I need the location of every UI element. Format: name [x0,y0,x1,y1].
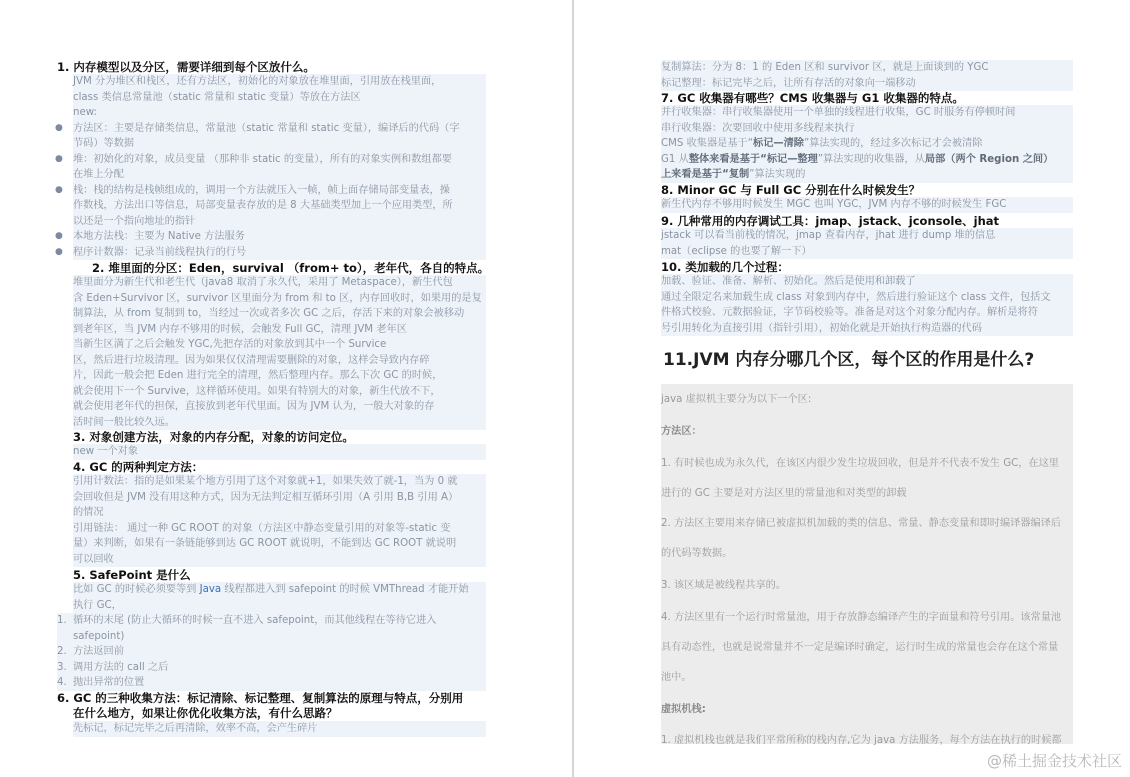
text-line: 具有动态性，也就是说常量并不一定是编译时确定，运行时生成的常量也会存在这个常量 [661,642,1059,653]
list-item: 1. 循环的末尾 (防止大循环的时候一直不进入 safepoint，而其他线程在等待它进入 [57,615,437,626]
text-line: mat（eclipse 的也要了解一下） [661,245,812,257]
q2-body [73,275,486,430]
text-line: 的情况 [73,507,104,518]
text-line: 件格式校验、元数据验证，字节码校验等。准备是对这个对象分配内存。解析是将符 [661,307,1038,318]
text-line: 的代码等数据。 [661,548,733,559]
text-line: 通过全限定名来加载生成 class 对象到内存中，然后进行验证这个 class 文件，包括文 [661,291,1051,303]
text-line: 就会使用老年代的担保，直接放到老年代里面。因为 JVM 认为，一般大对象的存 [73,401,435,412]
text-line: CMS 收集器是基于“标记—清除”算法实现的，经过多次标记才会被清除 [661,138,983,149]
text-line: 4. 方法区里有一个运行时常量池，用于存放静态编译产生的字面量和符号引用。该常量池 [661,612,1062,623]
text-line: jstack 可以看当前栈的情况，jmap 查看内存，jhat 进行 dump 堆的信息 [661,230,996,241]
list-item: ● 本地方法栈：主要为 Native 方法服务 [73,229,486,245]
text-line: 量）来判断，如果有一条链能够到达 GC ROOT 就说明，不能到达 GC ROOT 就说明 [73,538,457,549]
text-line: 区，然后进行垃圾清理。因为如果仅仅清理需要删除的对象，这样会导致内存碎 [73,354,430,366]
q6-heading: 6. GC 的三种收集方法：标记清除、标记整理、复制算法的原理与特点，分别用 [57,691,464,705]
text-line: 上来看是基于“复制”算法实现的 [661,169,806,180]
text-line: 制算法，从 from 复制到 to，当经过一次或者多次 GC 之后，存活下来的对象会被移动 [73,308,465,319]
q5-numbered-list [57,613,486,691]
text-line: 执行 GC， [73,599,122,611]
text-line: 到老年区，当 JVM 内存不够用的时候，会触发 Full GC，清理 JVM 老年区 [73,323,407,335]
q8-body [661,197,1073,213]
watermark: @稀土掘金技术社区 [986,752,1122,770]
q1-heading: 1. 内存模型以及分区，需要详细到每个区放什么。 [57,60,315,74]
text-line: 活时间一般比较久远。 [73,416,175,428]
text-line: 引用计数法：指的是如果某个地方引用了这个对象就+1，如果失效了就-1，当为 0 就 [73,476,458,487]
text-line: new: [73,107,97,118]
bullet-icon: ● [55,246,63,257]
q3-heading: 3. 对象创建方法，对象的内存分配，对象的访问定位。 [73,430,354,444]
list-item: ● 栈：栈的结构是栈帧组成的，调用一个方法就压入一帧，帧上面存储局部变量表，操 作数栈，方法出口等信息，局部变量表存放的是 8 大基础类型加上一个应用类型，所 以还是一个指向地址的指针 [55,184,453,227]
q9-body [661,228,1073,259]
text-line: new 一个对象 [73,446,139,457]
text-line: 就会使用下一个 Survive，这样循环使用。如果有特别大的对象，新生代放不下， [73,385,441,397]
bullet-icon: ● [55,153,63,164]
q6-body-cont [661,60,1073,91]
list-item: ● 方法区：主要是存储类信息，常量池（static 常量和 static 变量），编译后的代码（字 节码）等数据 [55,122,460,149]
text-line: 含 Eden+Survivor 区，survivor 区里面分为 from 和 to 区，内存回收时，如果用的是复 [73,292,482,304]
text-line: 并行收集器：串行收集器使用一个单独的线程进行收集，GC 时服务有停顿时间 [661,107,1016,118]
list-item: ● 堆：初始化的对象，成员变量 （那种非 static 的变量），所有的对象实例和数组都要 在堆上分配 [55,153,452,180]
text-line: class 类信息常量池（static 常量和 static 变量）等放在方法区 [73,91,361,103]
q4-body [73,474,486,567]
list-item: ● 程序计数器：记录当前线程执行的行号 [73,245,486,261]
q3-body [73,444,486,460]
page-divider [572,0,574,777]
q8-heading: 8. Minor GC 与 Full GC 分别在什么时候发生？ [661,183,921,197]
java-link[interactable]: Java [199,584,222,595]
q11-title: 11.JVM 内存分哪几个区，每个区的作用是什么? [663,350,1035,370]
q7-body [661,105,1073,183]
text-line: 1. 虚拟机栈也就是我们平常所称的栈内存,它为 java 方法服务，每个方法在执行的时候都 [661,735,1062,746]
text-line: 可以回收 [73,553,114,565]
text-line: 先标记，标记完毕之后再清除，效率不高，会产生碎片 [73,723,318,734]
text-line: 标记整理：标记完毕之后，让所有存活的对象向一端移动 [661,77,916,89]
text-line: 当新生区满了之后会触发 YGC,先把存活的对象放到其中一个 Survice [73,339,387,350]
text-line: 方法区： [661,426,702,437]
text-line: java 虚拟机主要分为以下一个区: [661,394,812,405]
list-item: safepoint) [73,630,125,642]
q4-heading: 4. GC 的两种判定方法： [73,460,204,474]
text-line: 进行的 GC 主要是对方法区里的常量池和对类型的卸载 [661,488,907,499]
q10-body [661,274,1073,336]
text-line: 加载、验证、准备、解析、初始化。然后是使用和卸载了 [661,276,916,287]
text-line: 新生代内存不够用时候发生 MGC 也叫 YGC，JVM 内存不够的时候发生 FGC [661,199,1007,210]
text-line: 引用链法： 通过一种 GC ROOT 的对象（方法区中静态变量引用的对象等-static 变 [73,522,451,534]
q5-body [73,582,486,613]
q6-heading-cont: 在什么地方，如果让你优化收集方法，有什么思路？ [73,706,338,720]
q7-heading: 7. GC 收集器有哪些？CMS 收集器与 G1 收集器的特点。 [661,91,964,105]
list-item: 2. 方法返回前 [57,646,124,657]
text-line: 池中。 [661,672,692,683]
bullet-icon: ● [55,231,63,241]
q2-heading: 2. 堆里面的分区：Eden，survival （from+ to），老年代，各自的特点。 [92,261,490,275]
text-line: 号引用转化为直接引用（指针引用），初始化就是开始执行构造器的代码 [661,322,982,334]
text-line: 1. 有时候也成为永久代，在该区内很少发生垃圾回收，但是并不代表不发生 GC，在这里 [661,458,1059,469]
bullet-icon: ● [55,122,63,133]
q9-heading: 9. 几种常用的内存调试工具：jmap、jstack、jconsole、jhat [661,214,1000,228]
q6-body [73,721,486,737]
list-item: 4. 抛出异常的位置 [57,677,145,688]
text-line: 虚拟机栈: [661,704,706,715]
text-line: 会回收但是 JVM 没有用这种方式，因为无法判定相互循环引用（A 引用 B,B 引用 A） [73,491,459,503]
text-line: 比如 GC 的时候必须要等到 Java 线程都进入到 safepoint 的时候 VMThread 才能开始 [73,584,469,595]
text-line: 片，因此一般会把 Eden 进行完全的清理，然后整理内存。那么下次 GC 的时候， [73,370,443,381]
text-line: JVM 分为堆区和栈区，还有方法区，初始化的对象放在堆里面，引用放在栈里面， [73,76,442,87]
right-page [575,0,1130,777]
text-line: G1 从整体来看是基于“标记—整理”算法实现的收集器，从局部（两个 Region 之间） [661,153,1054,165]
list-item: 3. 调用方法的 call 之后 [57,661,169,673]
bullet-icon: ● [55,184,63,195]
text-line: 复制算法：分为 8：1 的 Eden 区和 survivor 区，就是上面谈到的 YGC [661,62,989,73]
q10-heading: 10. 类加载的几个过程： [661,260,789,274]
text-line: 串行收集器：次要回收中使用多线程来执行 [661,122,855,134]
text-line: 堆里面分为新生代和老生代（java8 取消了永久代，采用了 Metaspace），新生代包 [73,277,453,288]
text-line: 2. 方法区主要用来存储已被虚拟机加载的类的信息、常量、静态变量和即时编译器编译后 [661,518,1062,529]
q5-heading: 5. SafePoint 是什么 [73,568,191,582]
q1-body [55,74,486,260]
text-line: 3. 该区域是被线程共享的。 [661,580,787,591]
